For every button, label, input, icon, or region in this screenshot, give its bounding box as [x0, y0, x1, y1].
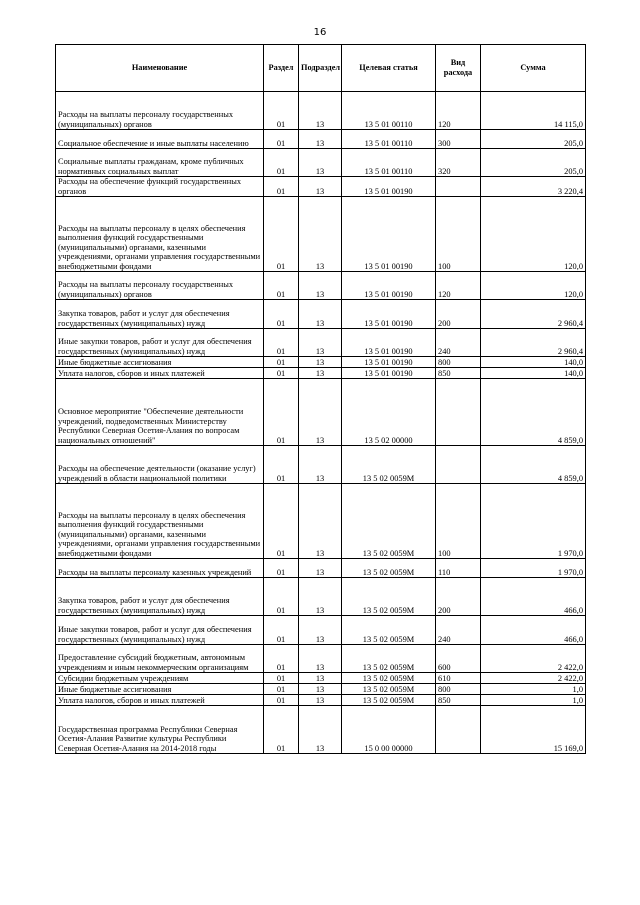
cell-article: 13 5 02 0059М: [342, 559, 436, 578]
cell-subsection: 13: [299, 684, 342, 695]
table-row: [56, 130, 586, 149]
cell-sum: 4 859,0: [481, 379, 586, 446]
cell-type: [436, 706, 481, 754]
cell-name: Расходы на выплаты персоналу казенных учреждений: [56, 559, 264, 578]
cell-sum: 14 115,0: [481, 92, 586, 130]
cell-name: Социальные выплаты гражданам, кроме публичных нормативных социальных выплат: [56, 149, 264, 177]
cell-section: 01: [264, 645, 299, 673]
header-name: Наименование: [56, 45, 264, 92]
cell-subsection: 13: [299, 300, 342, 329]
table-row: [56, 329, 586, 357]
table-row: [56, 177, 586, 197]
cell-type: 120: [436, 92, 481, 130]
cell-article: 13 5 02 0059М: [342, 645, 436, 673]
table-row: [56, 645, 586, 673]
table-row: [56, 695, 586, 706]
cell-name: Иные бюджетные ассигнования: [56, 684, 264, 695]
cell-name: Предоставление субсидий бюджетным, автономным учреждениям и иным некоммерческим организациям: [56, 645, 264, 673]
cell-article: 13 5 01 00190: [342, 368, 436, 379]
cell-type: 850: [436, 695, 481, 706]
cell-name: Расходы на выплаты персоналу в целях обеспечения выполнения функций государственными (муниципальными) органами, казенными учреждениями, органами управления государственными внебюджетными фондами: [56, 197, 264, 272]
cell-name: Закупка товаров, работ и услуг для обеспечения государственных (муниципальных) нужд: [56, 578, 264, 616]
cell-name: Расходы на обеспечение деятельности (оказание услуг) учреждений в области национальной политики: [56, 446, 264, 484]
cell-subsection: 13: [299, 272, 342, 300]
cell-name: Расходы на выплаты персоналу в целях обеспечения выполнения функций государственными (муниципальными) органами, казенными учреждениями, органами управления государственными внебюджетными фондами: [56, 484, 264, 559]
cell-type: [436, 446, 481, 484]
cell-section: 01: [264, 300, 299, 329]
cell-type: 200: [436, 578, 481, 616]
cell-name: Расходы на выплаты персоналу государственных (муниципальных) органов: [56, 92, 264, 130]
cell-article: 15 0 00 00000: [342, 706, 436, 754]
cell-sum: 466,0: [481, 616, 586, 645]
cell-type: 600: [436, 645, 481, 673]
cell-type: 100: [436, 197, 481, 272]
table-row: [56, 92, 586, 130]
cell-sum: 205,0: [481, 130, 586, 149]
header-article: Целевая статья: [342, 45, 436, 92]
header-section: Раздел: [264, 45, 299, 92]
cell-section: 01: [264, 197, 299, 272]
cell-sum: 2 960,4: [481, 300, 586, 329]
cell-subsection: 13: [299, 484, 342, 559]
cell-article: 13 5 02 0059М: [342, 673, 436, 684]
cell-section: 01: [264, 177, 299, 197]
table-row: [56, 357, 586, 368]
cell-section: 01: [264, 272, 299, 300]
cell-article: 13 5 02 00000: [342, 379, 436, 446]
table-header-row: [56, 45, 586, 92]
table-row: [56, 578, 586, 616]
cell-type: 610: [436, 673, 481, 684]
cell-sum: 205,0: [481, 149, 586, 177]
cell-sum: 466,0: [481, 578, 586, 616]
budget-table: [55, 44, 586, 754]
cell-subsection: 13: [299, 329, 342, 357]
cell-subsection: 13: [299, 368, 342, 379]
cell-section: 01: [264, 92, 299, 130]
table-row: [56, 197, 586, 272]
cell-type: 110: [436, 559, 481, 578]
cell-name: Иные бюджетные ассигнования: [56, 357, 264, 368]
cell-sum: 1 970,0: [481, 484, 586, 559]
cell-name: Иные закупки товаров, работ и услуг для обеспечения государственных (муниципальных) нужд: [56, 329, 264, 357]
table-row: [56, 616, 586, 645]
cell-type: [436, 379, 481, 446]
cell-article: 13 5 01 00190: [342, 272, 436, 300]
cell-subsection: 13: [299, 446, 342, 484]
cell-article: 13 5 02 0059М: [342, 578, 436, 616]
table-body: [56, 92, 586, 754]
header-type: Вид расхода: [436, 45, 481, 92]
cell-name: Субсидии бюджетным учреждениям: [56, 673, 264, 684]
cell-subsection: 13: [299, 379, 342, 446]
cell-article: 13 5 01 00110: [342, 92, 436, 130]
cell-name: Иные закупки товаров, работ и услуг для обеспечения государственных (муниципальных) нужд: [56, 616, 264, 645]
cell-article: 13 5 01 00110: [342, 149, 436, 177]
cell-subsection: 13: [299, 616, 342, 645]
cell-sum: 15 169,0: [481, 706, 586, 754]
header-subsection: Подраздел: [299, 45, 342, 92]
table-row: [56, 368, 586, 379]
cell-section: 01: [264, 684, 299, 695]
cell-sum: 120,0: [481, 272, 586, 300]
cell-subsection: 13: [299, 706, 342, 754]
table-row: [56, 684, 586, 695]
cell-article: 13 5 01 00190: [342, 177, 436, 197]
cell-sum: 2 422,0: [481, 645, 586, 673]
cell-subsection: 13: [299, 357, 342, 368]
cell-article: 13 5 02 0059М: [342, 616, 436, 645]
cell-section: 01: [264, 368, 299, 379]
cell-name: Расходы на выплаты персоналу государственных (муниципальных) органов: [56, 272, 264, 300]
cell-sum: 140,0: [481, 368, 586, 379]
cell-article: 13 5 01 00190: [342, 197, 436, 272]
cell-type: 800: [436, 357, 481, 368]
cell-subsection: 13: [299, 92, 342, 130]
cell-section: 01: [264, 379, 299, 446]
cell-name: Уплата налогов, сборов и иных платежей: [56, 695, 264, 706]
cell-article: 13 5 01 00190: [342, 300, 436, 329]
cell-section: 01: [264, 616, 299, 645]
cell-type: 240: [436, 616, 481, 645]
cell-article: 13 5 01 00190: [342, 357, 436, 368]
table-row: [56, 446, 586, 484]
cell-type: 850: [436, 368, 481, 379]
cell-sum: 4 859,0: [481, 446, 586, 484]
cell-section: 01: [264, 130, 299, 149]
cell-type: 800: [436, 684, 481, 695]
cell-subsection: 13: [299, 130, 342, 149]
cell-subsection: 13: [299, 177, 342, 197]
cell-subsection: 13: [299, 578, 342, 616]
cell-type: 100: [436, 484, 481, 559]
cell-section: 01: [264, 695, 299, 706]
cell-subsection: 13: [299, 695, 342, 706]
cell-section: 01: [264, 329, 299, 357]
cell-section: 01: [264, 446, 299, 484]
cell-sum: 2 422,0: [481, 673, 586, 684]
table-row: [56, 149, 586, 177]
cell-section: 01: [264, 578, 299, 616]
cell-type: [436, 177, 481, 197]
cell-section: 01: [264, 673, 299, 684]
page-number: 16: [313, 27, 327, 38]
table-row: [56, 379, 586, 446]
cell-name: Государственная программа Республики Северная Осетия-Алания Развитие культуры Республики Северная Осетия-Алания на 2014-2018 годы: [56, 706, 264, 754]
cell-subsection: 13: [299, 149, 342, 177]
cell-subsection: 13: [299, 673, 342, 684]
cell-section: 01: [264, 149, 299, 177]
cell-name: Закупка товаров, работ и услуг для обеспечения государственных (муниципальных) нужд: [56, 300, 264, 329]
cell-name: Расходы на обеспечение функций государственных органов: [56, 177, 264, 197]
cell-sum: 120,0: [481, 197, 586, 272]
cell-section: 01: [264, 357, 299, 368]
cell-sum: 140,0: [481, 357, 586, 368]
cell-name: Социальное обеспечение и иные выплаты населению: [56, 130, 264, 149]
table-row: [56, 559, 586, 578]
cell-section: 01: [264, 484, 299, 559]
cell-subsection: 13: [299, 645, 342, 673]
cell-sum: 1,0: [481, 695, 586, 706]
cell-type: 300: [436, 130, 481, 149]
cell-name: Основное мероприятие "Обеспечение деятельности учреждений, подведомственных Министерству Республики Северная Осетия-Алания по вопросам национальных отношений": [56, 379, 264, 446]
cell-name: Уплата налогов, сборов и иных платежей: [56, 368, 264, 379]
cell-type: 320: [436, 149, 481, 177]
cell-type: 240: [436, 329, 481, 357]
cell-article: 13 5 02 0059М: [342, 684, 436, 695]
cell-section: 01: [264, 559, 299, 578]
table-row: [56, 673, 586, 684]
table-row: [56, 484, 586, 559]
header-sum: Сумма: [481, 45, 586, 92]
cell-article: 13 5 02 0059М: [342, 446, 436, 484]
table-row: [56, 272, 586, 300]
cell-type: 120: [436, 272, 481, 300]
cell-sum: 1,0: [481, 684, 586, 695]
table-row: [56, 706, 586, 754]
cell-sum: 2 960,4: [481, 329, 586, 357]
cell-article: 13 5 01 00190: [342, 329, 436, 357]
cell-subsection: 13: [299, 197, 342, 272]
cell-subsection: 13: [299, 559, 342, 578]
cell-article: 13 5 02 0059М: [342, 484, 436, 559]
cell-sum: 1 970,0: [481, 559, 586, 578]
cell-sum: 3 220,4: [481, 177, 586, 197]
cell-section: 01: [264, 706, 299, 754]
cell-article: 13 5 02 0059М: [342, 695, 436, 706]
cell-type: 200: [436, 300, 481, 329]
cell-article: 13 5 01 00110: [342, 130, 436, 149]
table-row: [56, 300, 586, 329]
